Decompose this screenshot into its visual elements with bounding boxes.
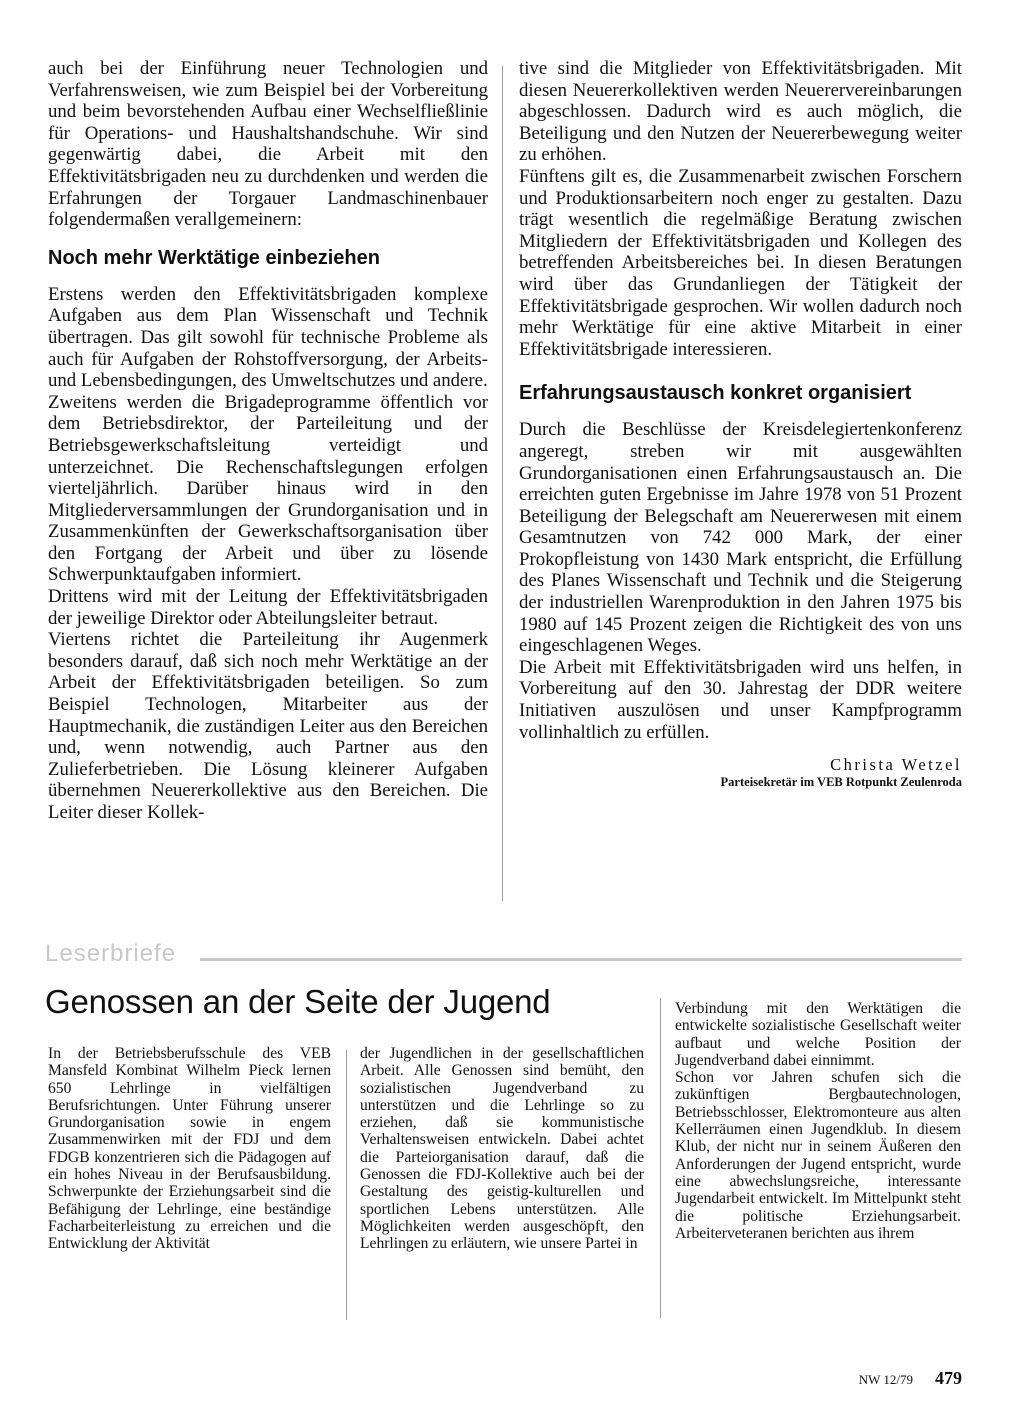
paragraph: Durch die Beschlüsse der Kreisdelegiertenkonferenz angeregt, streben wir mit ausgewählten Grundorganisationen einen Erfahrungsaustausch an. Die erreichten guten Ergebnisse im Jahre 1978 von 51 Prozent Beteiligung der Belegschaft am Neuererwesen mit einem Gesamtnutzen von 742 000 Mark, der einer Prokopfleistung von 1430 Mark entspricht, die Erfüllung des Planes Wissenschaft und Technik und die Steigerung der industriellen Warenproduktion in den Jahren 1975 bis 1980 auf 145 Prozent zeigen die Richtigkeit des von uns eingeschlagenen Weges. Die Arbeit mit Effektivitätsbrigaden wird uns helfen, in Vorbereitung auf den 30. Jahrestag der DDR weitere Initiativen auszulösen und unser Kampfprogramm vollinhaltlich zu erfüllen. [519,419,962,743]
section-heading: Noch mehr Werktätige einbeziehen [48,246,380,269]
paragraph: In der Betriebsberufsschule des VEB Mansfeld Kombinat Wilhelm Pieck lernen 650 Lehrlinge in vielfältigen Berufsrichtungen. Unter Führung unserer Grundorganisation sowie in engem Zusammenwirken mit der FDJ und dem FDGB konzentrieren sich die Pädagogen auf ein hohes Niveau in der Berufsausbildung. Schwerpunkte der Erziehungsarbeit sind die Befähigung der Lehrlinge, eine beständige Facharbeiterleistung zu erreichen und die Entwicklung der Aktivität [48,1045,331,1253]
journal-reference: NW 12/79 [858,1372,913,1387]
section-rule [200,958,962,961]
page-footer [812,1368,962,1389]
paragraph: der Jugendlichen in der gesellschaftlichen Arbeit. Alle Genossen sind bemüht, den sozialistischen Jugendverband zu unterstützen und die Lehrlinge so zu erziehen, daß sie kommunistische Verhaltensweisen entwickeln. Dabei achtet die Parteiorganisation darauf, daß die Genossen die FDJ-Kollektive auch bei der Gestaltung des geistig-kulturellen und sportlichen Lebens unterstützen. Alle Möglichkeiten werden ausgeschöpft, den Lehrlingen zu erläutern, wie unsere Partei in [360,1045,644,1253]
upper-article-right-column [519,58,962,790]
section-heading: Erfahrungsaustausch konkret organisiert [519,382,912,405]
author-name: Christa Wetzel [830,755,962,775]
paragraph: Verbindung mit den Werktätigen die entwickelte sozialistische Gesellschaft weiter aufbaut und welche Position der Jugendverband dabei einnimmt. Schon vor Jahren schufen sich die zukünftigen Bergbautechnologen, Betriebsschlosser, Elektromonteure aus alten Kellerräumen einen Jugendklub. In diesem Klub, der nicht nur in seinem Äußeren den Anforderungen der Jugend entspricht, wurde eine abwechslungsreiche, interessante Jugendarbeit entwickelt. Im Mittelpunkt steht die politische Erziehungsarbeit. Arbeiterveteranen berichten aus ihrem [675,1000,961,1242]
paragraph: Erstens werden den Effektivitätsbrigaden komplexe Aufgaben aus dem Plan Wissenschaft und Technik übertragen. Das gilt sowohl für technische Probleme als auch für Aufgaben der Rohstoffversorgung, der Arbeits- und Lebensbedingungen, des Umweltschutzes und andere. Zweitens werden die Brigadeprogramme öffentlich vor dem Betriebsdirektor, der Parteileitung und der Betriebsgewerkschaftsleitung verteidigt und unterzeichnet. Die Rechenschaftslegungen erfolgen vierteljährlich. Darüber hinaus wird in den Mitgliederversammlungen der Grundorganisation und in Zusammenkünften der Gewerkschaftsorganisation über den Fortgang der Arbeit und über zu lösende Schwerpunktaufgaben informiert. Drittens wird mit der Leitung der Effektivitätsbrigaden der jeweilige Direktor oder Abteilungsleiter betraut. Viertens richtet die Parteileitung ihr Augenmerk besonders darauf, daß sich noch mehr Werktätige an der Arbeit der Effektivitätsbrigaden beteiligen. So zum Beispiel Technologen, Mitarbeiter aus der Hauptmechanik, die zuständigen Leiter aus den Bereichen und, wenn notwendig, auch Partner aus den Zulieferbetrieben. Die Lösung kleinerer Aufgaben übernehmen Neuererkollektive aus den Bereichen. Die Leiter dieser Kollek- [48,283,488,823]
paragraph: tive sind die Mitglieder von Effektivitätsbrigaden. Mit diesen Neuererkollektiven werden Neuerervereinbarungen abgeschlossen. Dadurch wird es auch möglich, die Beteiligung und den Nutzen der Neuererbewegung weiter zu erhöhen. Fünftens gilt es, die Zusammenarbeit zwischen Forschern und Produktionsarbeitern noch enger zu gestalten. Dazu trägt wesentlich die regelmäßige Beratung zwischen Mitgliedern der Effektivitätsbrigaden und Kollegen des betreffenden Arbeitsbereiches bei. In diesen Beratungen wird über das Grundanliegen der Tätigkeit der Effektivitätsbrigade gesprochen. Wir wollen dadurch noch mehr Werktätige für eine aktive Mitarbeit in einer Effektivitätsbrigade interessieren. [519,58,962,360]
article-heading: Genossen an der Seite der Jugend [45,983,551,1020]
column-divider [346,1050,347,1320]
author-signature [519,755,962,790]
column-divider [660,998,661,1318]
column-divider [502,66,503,901]
upper-article-left-column [48,58,488,824]
letter-column-2 [360,1045,644,1253]
paragraph: auch bei der Einführung neuer Technologien und Verfahrensweisen, wie zum Beispiel bei der Vorbereitung und beim bevorstehenden Aufbau einer Wechselfließlinie für Operations- und Haushaltshandschuhe. Wir sind gegenwärtig dabei, die Arbeit mit den Effektivitätsbrigaden neu zu durchdenken und werden die Erfahrungen der Torgauer Landmaschinenbauer folgendermaßen verallgemeinern: [48,58,488,231]
page-number: 479 [935,1368,962,1388]
author-title: Parteisekretär im VEB Rotpunkt Zeulenroda [720,775,962,790]
letter-column-1 [48,1045,331,1253]
letter-column-3 [675,1000,961,1242]
section-label: Leserbriefe [45,940,177,967]
